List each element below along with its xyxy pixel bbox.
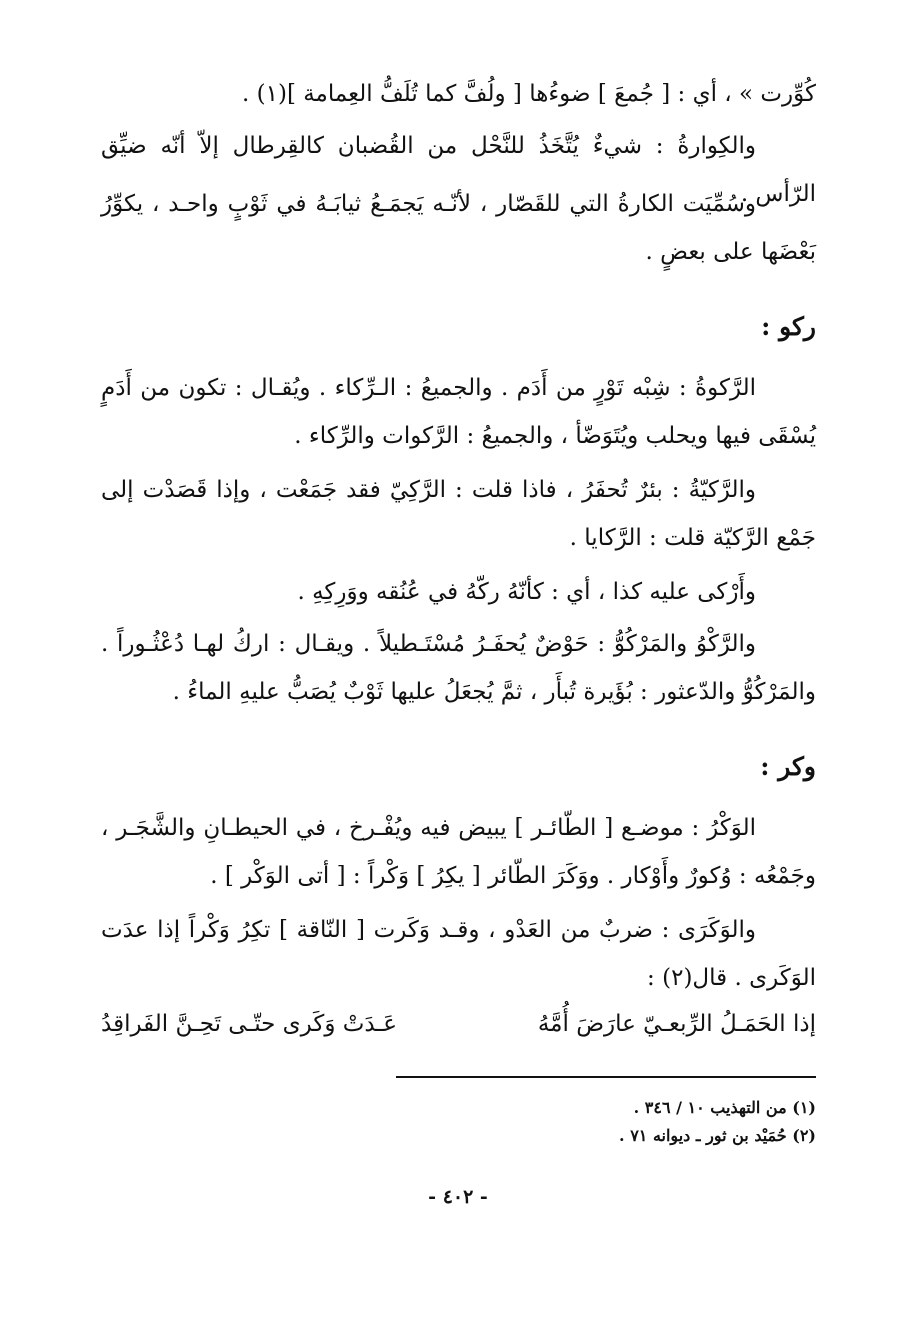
paragraph-arka: وأَرْكى عليه كذا ، أي : كأنّهُ ركّهُ في عُنُقه ووَرِكِهِ .	[297, 579, 756, 605]
paragraph-alkiwara: والكِوارةُ : شيءٌ يُتَّخَذُ للنَّحْل من القُضبان كالقِرطال إلاّ أنّه ضيِّق الرّأس .	[101, 133, 816, 207]
verse-second-hemistich: عَـدَتْ وَكَرى حتّـى تَحِـنَّ الفَراقِدُ	[101, 1011, 397, 1037]
paragraph-alwakara: والوَكَرَى : ضربٌ من العَدْو ، وقـد وَكَرت [ النّاقة ] تكِرُ وَكْراً إذا عدَت الوَكَرى . قال(٢) :	[101, 917, 816, 991]
paragraph-alwakr: الوَكْرُ : موضـع [ الطّائـر ] يبيض فيه ويُفْـرخ ، في الحيطـانِ والشَّجَـر ، وجَمْعُه : وُكورٌ وأَوْكار . ووَكَرَ الطّائر [ يكِرُ ] وَكْراً : [ أتى الوَكْر ] .	[101, 815, 816, 889]
paragraph-alrakwa: الرَّكوةُ : شِبْه تَوْرٍ من أَدَم . والجميعُ : الـرِّكاء . ويُقـال : تكون من أَدَمٍ يُسْقَى فيها ويحلب ويُتَوَضّأ ، والجميعُ : الرَّكوات والرِّكاء .	[101, 375, 816, 449]
paragraph-alrakiyya: والرَّكيّةُ : بئرٌ تُحفَرُ ، فاذا قلت : الرَّكِيّ فقد جَمَعْت ، وإذا قَصَدْت إلى جَمْع الرَّكيّة قلت : الرَّكايا .	[101, 477, 816, 551]
entry-heading-rkw: ركو :	[761, 312, 816, 341]
entry-heading-wkr: وكر :	[760, 752, 816, 781]
footnote-2: (٢) حُمَيْد بن ثور ـ ديوانه ٧١ .	[619, 1126, 816, 1145]
paragraph-kuwwirat: كُوِّرت » ، أي : [ جُمعَ ] ضوءُها [ ولُفَّ كما تُلَفُّ العِمامة ](١) .	[242, 81, 816, 107]
poem-verse	[101, 1000, 816, 1048]
verse-first-hemistich: إذا الحَمَـلُ الرِّبعـيّ عارَضَ أُمَّهُ	[537, 1011, 816, 1037]
paragraph-alkara: وسُمِّيَت الكارةُ التي للقَصّار ، لأنّـه يَجمَـعُ ثيابَـهُ في ثَوْبٍ واحـد ، يكوِّرُ بَعْضَها على بعضٍ .	[101, 191, 816, 265]
footnote-1: (١) من التهذيب ١٠ / ٣٤٦ .	[633, 1098, 816, 1117]
footnote-divider	[396, 1076, 816, 1078]
page-number: - ٤٠٢ -	[428, 1186, 488, 1208]
paragraph-alrakw: والرَّكْوُ والمَرْكُوُّ : حَوْضٌ يُحفَـرُ مُسْتَـطيلاً . ويقـال : اركُ لهـا دُعْثُـوراً . والمَرْكُوُّ والدّعثور : بُؤَيرة تُبأَر ، ثمَّ يُجعَلُ عليها ثَوْبٌ يُصَبُّ عليهِ الماءُ .	[101, 631, 816, 705]
